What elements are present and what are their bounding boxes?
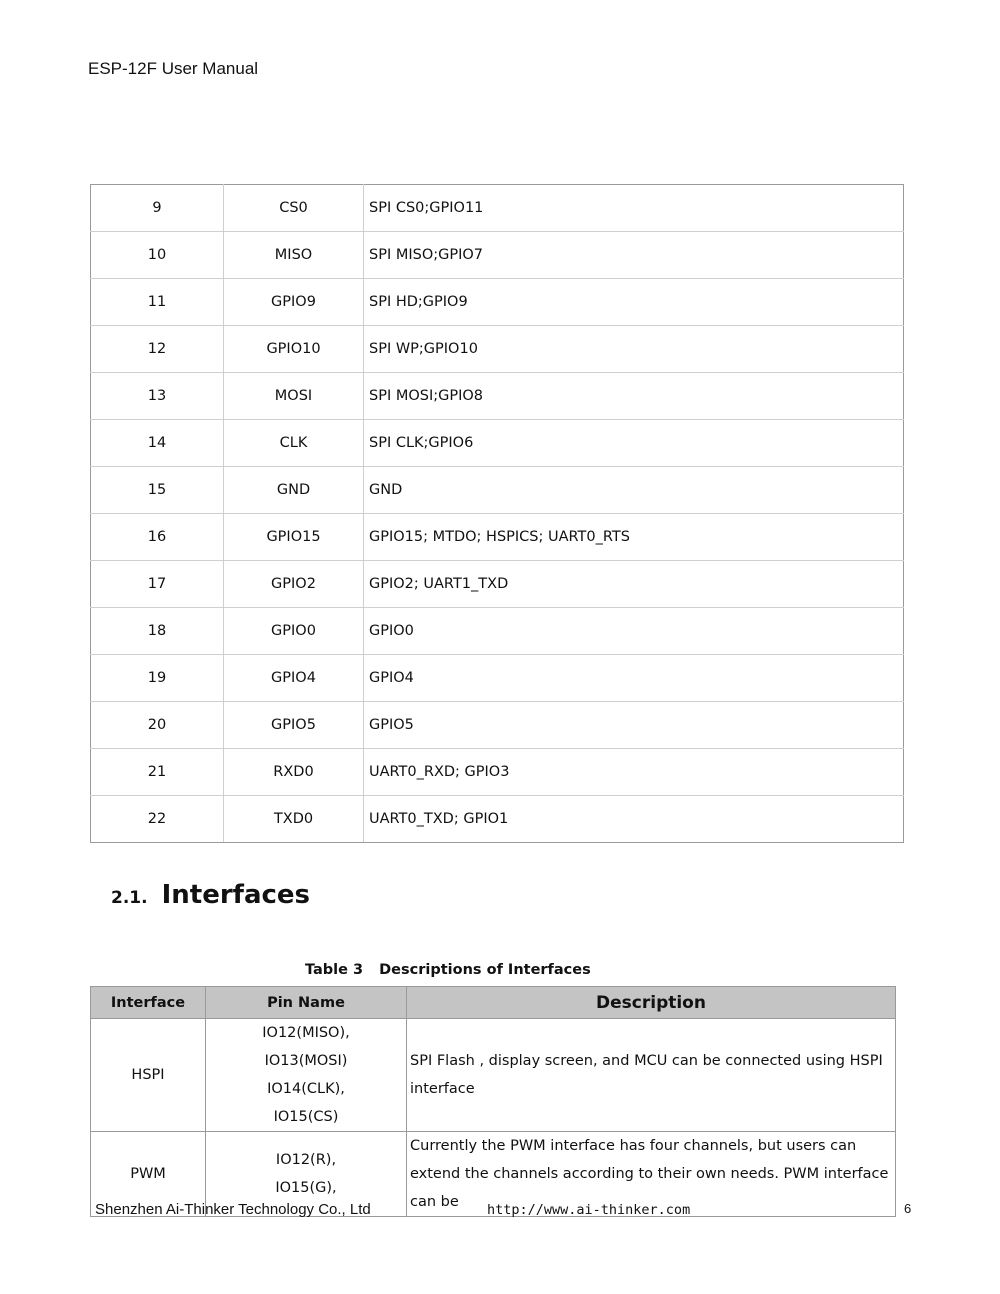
pin-number-cell: 11: [91, 279, 224, 326]
pin-name-cell: GND: [224, 467, 364, 514]
pin-function-cell: SPI MOSI;GPIO8: [364, 373, 904, 420]
pin-number-cell: 19: [91, 655, 224, 702]
pin-name-cell: CLK: [224, 420, 364, 467]
pin-number-cell: 21: [91, 749, 224, 796]
pin-name-cell: GPIO15: [224, 514, 364, 561]
interfaces-table: [90, 986, 896, 1217]
pin-definition-table: [90, 184, 904, 843]
pin-function-cell: SPI CLK;GPIO6: [364, 420, 904, 467]
table-row: [91, 232, 904, 279]
table-caption-text: Descriptions of Interfaces: [379, 962, 591, 978]
description-cell: [407, 1019, 896, 1132]
document-header-title: ESP-12F User Manual: [88, 59, 259, 78]
pin-line: IO15(G),: [275, 1180, 337, 1196]
pin-number-cell: 18: [91, 608, 224, 655]
pin-name-cell: GPIO9: [224, 279, 364, 326]
table-row: [91, 608, 904, 655]
pin-function-cell: SPI MISO;GPIO7: [364, 232, 904, 279]
table-row: [91, 749, 904, 796]
table-caption: [305, 962, 591, 978]
table-row: [91, 326, 904, 373]
table-row: [91, 185, 904, 232]
pin-name-cell: TXD0: [224, 796, 364, 843]
pin-name-cell: GPIO2: [224, 561, 364, 608]
table-row: [91, 561, 904, 608]
header-description: Description: [407, 987, 896, 1019]
pin-name-cell: MOSI: [224, 373, 364, 420]
section-heading: [111, 880, 310, 910]
section-number: 2.1.: [111, 888, 148, 908]
header-interface: Interface: [91, 987, 206, 1019]
pin-name-cell: GPIO0: [224, 608, 364, 655]
description-line: the channels according to their own needs. PWM interface can be: [410, 1166, 889, 1210]
pin-number-cell: 10: [91, 232, 224, 279]
pin-line: IO13(MOSI): [264, 1053, 348, 1069]
pin-function-cell: GND: [364, 467, 904, 514]
table-caption-label: Table 3: [305, 962, 364, 978]
pin-line: IO14(CLK),: [267, 1081, 345, 1097]
table-row: [91, 796, 904, 843]
description-line: Currently the PWM interface has four channels, but users can extend: [410, 1138, 857, 1182]
pin-number-cell: 16: [91, 514, 224, 561]
page-number: 6: [904, 1201, 912, 1216]
table-row: [91, 279, 904, 326]
footer-url[interactable]: http://www.ai-thinker.com: [487, 1202, 691, 1218]
header-pin-name: Pin Name: [206, 987, 407, 1019]
pin-function-cell: SPI WP;GPIO10: [364, 326, 904, 373]
pin-line: IO12(MISO),: [262, 1025, 350, 1041]
pin-number-cell: 20: [91, 702, 224, 749]
pin-name-cell: GPIO5: [224, 702, 364, 749]
table-row: [91, 373, 904, 420]
pin-function-cell: GPIO2; UART1_TXD: [364, 561, 904, 608]
pin-function-cell: SPI HD;GPIO9: [364, 279, 904, 326]
description-line: SPI Flash , display screen, and MCU can be connected using HSPI: [410, 1053, 883, 1069]
pin-function-cell: SPI CS0;GPIO11: [364, 185, 904, 232]
pin-number-cell: 9: [91, 185, 224, 232]
pin-number-cell: 15: [91, 467, 224, 514]
pin-function-cell: GPIO15; MTDO; HSPICS; UART0_RTS: [364, 514, 904, 561]
pin-name-cell: MISO: [224, 232, 364, 279]
pin-number-cell: 17: [91, 561, 224, 608]
table-row: [91, 1019, 896, 1132]
pin-function-cell: UART0_RXD; GPIO3: [364, 749, 904, 796]
table-row: [91, 702, 904, 749]
description-line: interface: [410, 1081, 475, 1097]
pin-number-cell: 13: [91, 373, 224, 420]
pin-function-cell: UART0_TXD; GPIO1: [364, 796, 904, 843]
pin-name-cell: [206, 1019, 407, 1132]
section-title: Interfaces: [161, 880, 311, 910]
pin-function-cell: GPIO5: [364, 702, 904, 749]
table-row: [91, 655, 904, 702]
interfaces-table-header-row: [91, 987, 896, 1019]
pin-number-cell: 22: [91, 796, 224, 843]
footer-company: Shenzhen Ai-Thinker Technology Co., Ltd: [95, 1201, 371, 1218]
table-row: [91, 420, 904, 467]
pin-number-cell: 14: [91, 420, 224, 467]
pin-line: IO12(R),: [275, 1152, 337, 1168]
pin-function-cell: GPIO4: [364, 655, 904, 702]
pin-name-cell: RXD0: [224, 749, 364, 796]
table-row: [91, 514, 904, 561]
table-row: [91, 467, 904, 514]
pin-number-cell: 12: [91, 326, 224, 373]
pin-name-cell: CS0: [224, 185, 364, 232]
pin-name-cell: GPIO10: [224, 326, 364, 373]
pin-name-cell: GPIO4: [224, 655, 364, 702]
interface-cell: HSPI: [91, 1019, 206, 1132]
pin-function-cell: GPIO0: [364, 608, 904, 655]
pin-line: IO15(CS): [273, 1109, 339, 1125]
interface-cell: PWM: [91, 1132, 206, 1217]
